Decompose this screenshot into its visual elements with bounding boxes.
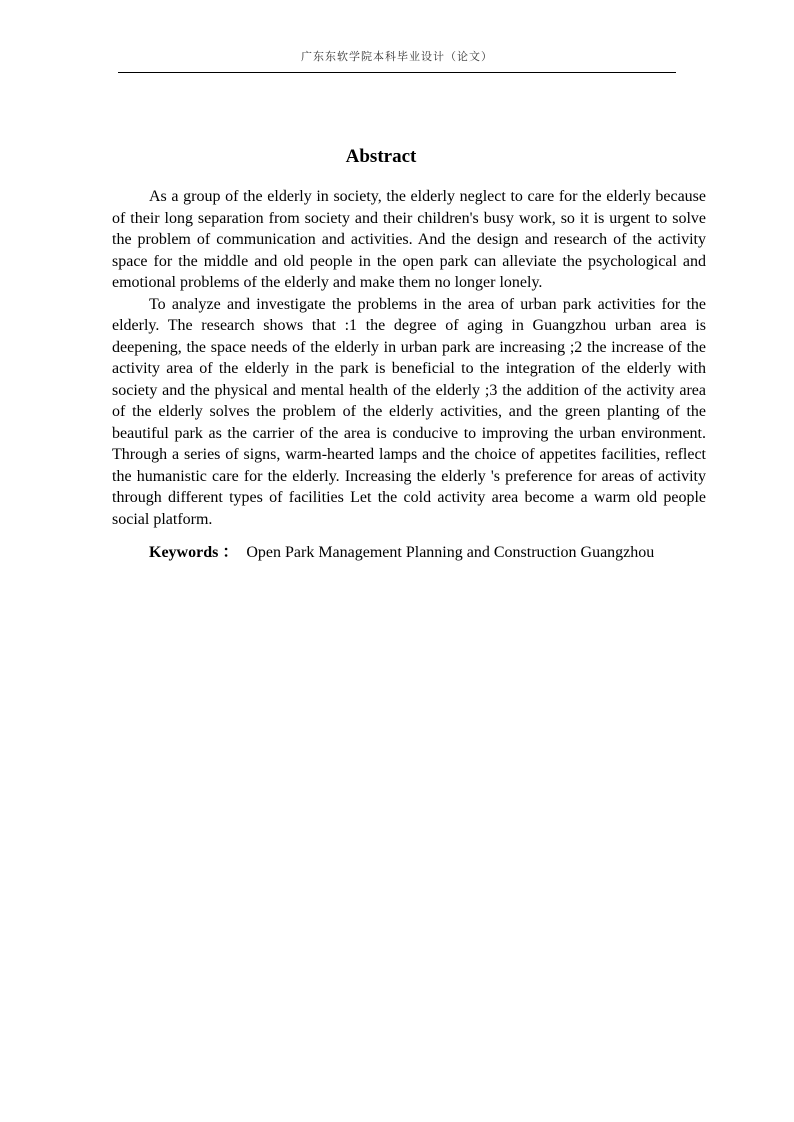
keywords-text: Open Park Management Planning and Construction Guangzhou <box>246 544 655 561</box>
keywords-label: Keywords ： <box>149 544 239 561</box>
header-divider <box>118 72 676 73</box>
abstract-body <box>112 186 706 564</box>
keywords-line <box>112 542 706 564</box>
abstract-title: Abstract <box>345 146 417 167</box>
running-header: 广东东软学院本科毕业设计（论文） <box>301 50 493 63</box>
abstract-paragraph-2: To analyze and investigate the problems in the area of urban park activities for the elderly. The research shows that :1 the degree of aging in Guangzhou urban area is deepening, the space needs of the elderly in urban park are increasing ;2 the increase of the activity area of the elderly in the park is beneficial to the integration of the elderly with society and the physical and mental health of the elderly ;3 the addition of the activity area of the elderly solves the problem of the elderly activities, and the green planting of the beautiful park as the carrier of the area is conducive to improving the urban environment. Through a series of signs, warm-hearted lamps and the choice of appetites facilities, reflect the humanistic care for the elderly. Increasing the elderly 's preference for areas of activity through different types of facilities Let the cold activity area become a warm old people social platform. <box>112 295 706 528</box>
abstract-paragraph-1: As a group of the elderly in society, the elderly neglect to care for the elderly because of their long separation from society and their children's busy work, so it is urgent to solve the problem of communication and activities. And the design and research of the activity space for the middle and old people in the open park can alleviate the psychological and emotional problems of the elderly and make them no longer lonely. <box>112 188 706 291</box>
